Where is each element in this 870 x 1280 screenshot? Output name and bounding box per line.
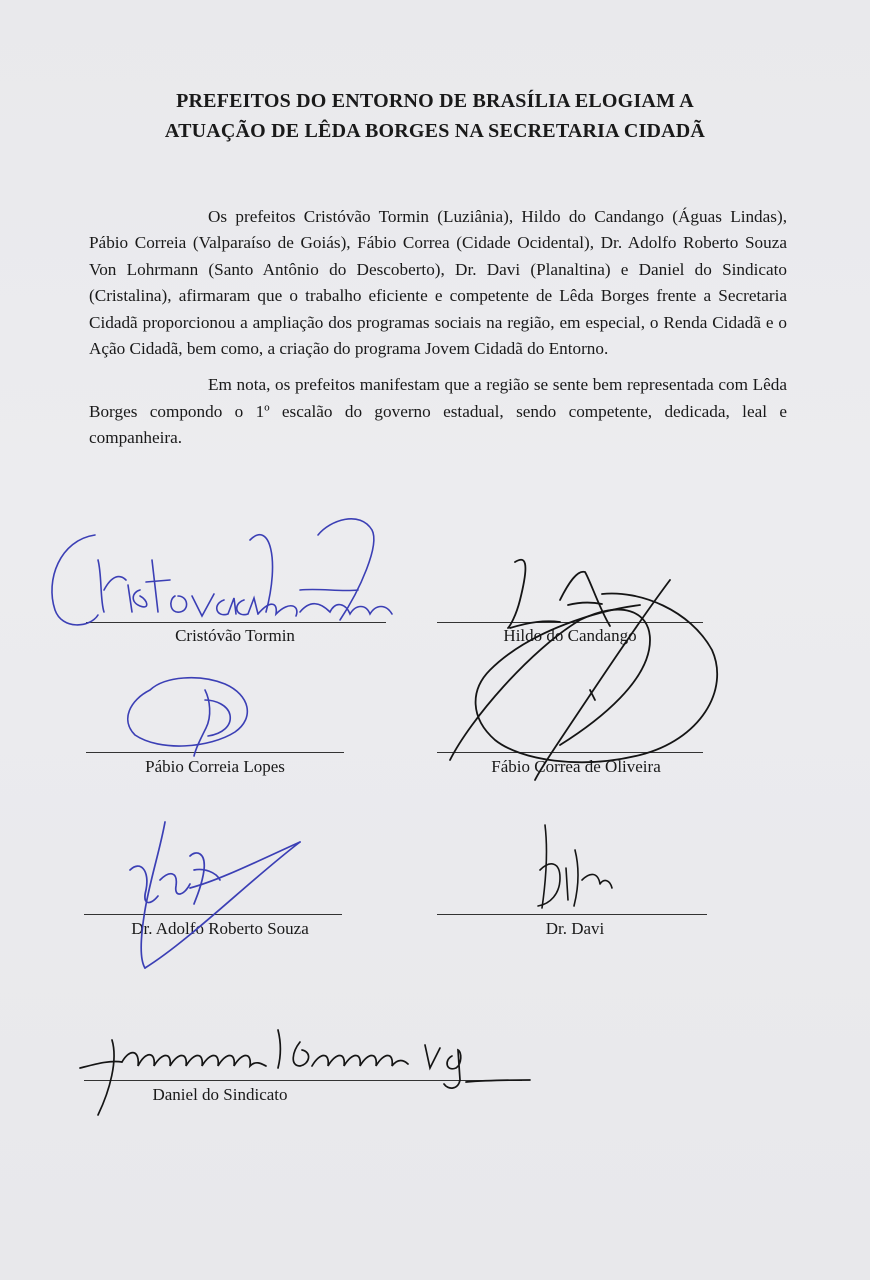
signature-line-hildo: [437, 622, 703, 623]
signature-adolfo: [130, 822, 300, 968]
signature-line-adolfo: [84, 914, 342, 915]
paragraph-2: Em nota, os prefeitos manifestam que a região se sente bem representada com Lêda Borges compondo o 1º escalão do governo estadual, sendo competente, dedicada, leal e companheira.: [89, 375, 787, 448]
title-line-1: PREFEITOS DO ENTORNO DE BRASÍLIA ELOGIAM A: [176, 90, 694, 112]
signatory-name-cristovao: Cristóvão Tormin: [175, 626, 295, 645]
signature-davi: [538, 825, 612, 908]
signatory-name-hildo: Hildo do Candango: [503, 626, 637, 645]
paragraph-1: Os prefeitos Cristóvão Tormin (Luziânia), Hildo do Candango (Águas Lindas), Pábio Correia (Valparaíso de Goiás), Fábio Correa (Cidade Ocidental), Dr. Adolfo Roberto Souza Von Lohrmann (Santo Antônio do Descoberto), Dr. Davi (Planaltina) e Daniel do Sindicato (Cristalina), afirmaram que o trabalho eficiente e competente de Lêda Borges frente a Secretaria Cidadã proporcionou a ampliação dos programas sociais na região, em especial, o Renda Cidadã e o Ação Cidadã, bem como, a criação do programa Jovem Cidadã do Entorno.: [89, 207, 787, 359]
signatory-name-adolfo: Dr. Adolfo Roberto Souza: [131, 919, 309, 938]
signature-line-fabio: [437, 752, 703, 753]
signatory-name-pabio: Pábio Correia Lopes: [145, 757, 285, 776]
signature-line-daniel: [84, 1080, 522, 1081]
signature-pabio: [128, 678, 248, 756]
signatory-name-daniel: Daniel do Sindicato: [152, 1085, 288, 1104]
signatory-name-fabio: Fábio Correa de Oliveira: [491, 757, 661, 776]
document-body: [89, 204, 787, 452]
signatory-name-davi: Dr. Davi: [545, 919, 605, 938]
signature-line-pabio: [86, 752, 344, 753]
signature-hildo: [450, 560, 717, 780]
signature-line-davi: [437, 914, 707, 915]
title-line-2: ATUAÇÃO DE LÊDA BORGES NA SECRETARIA CIDADÃ: [164, 120, 706, 142]
signature-cristovao: [52, 519, 392, 625]
signature-line-cristovao: [86, 622, 386, 623]
document-title: [0, 86, 870, 146]
